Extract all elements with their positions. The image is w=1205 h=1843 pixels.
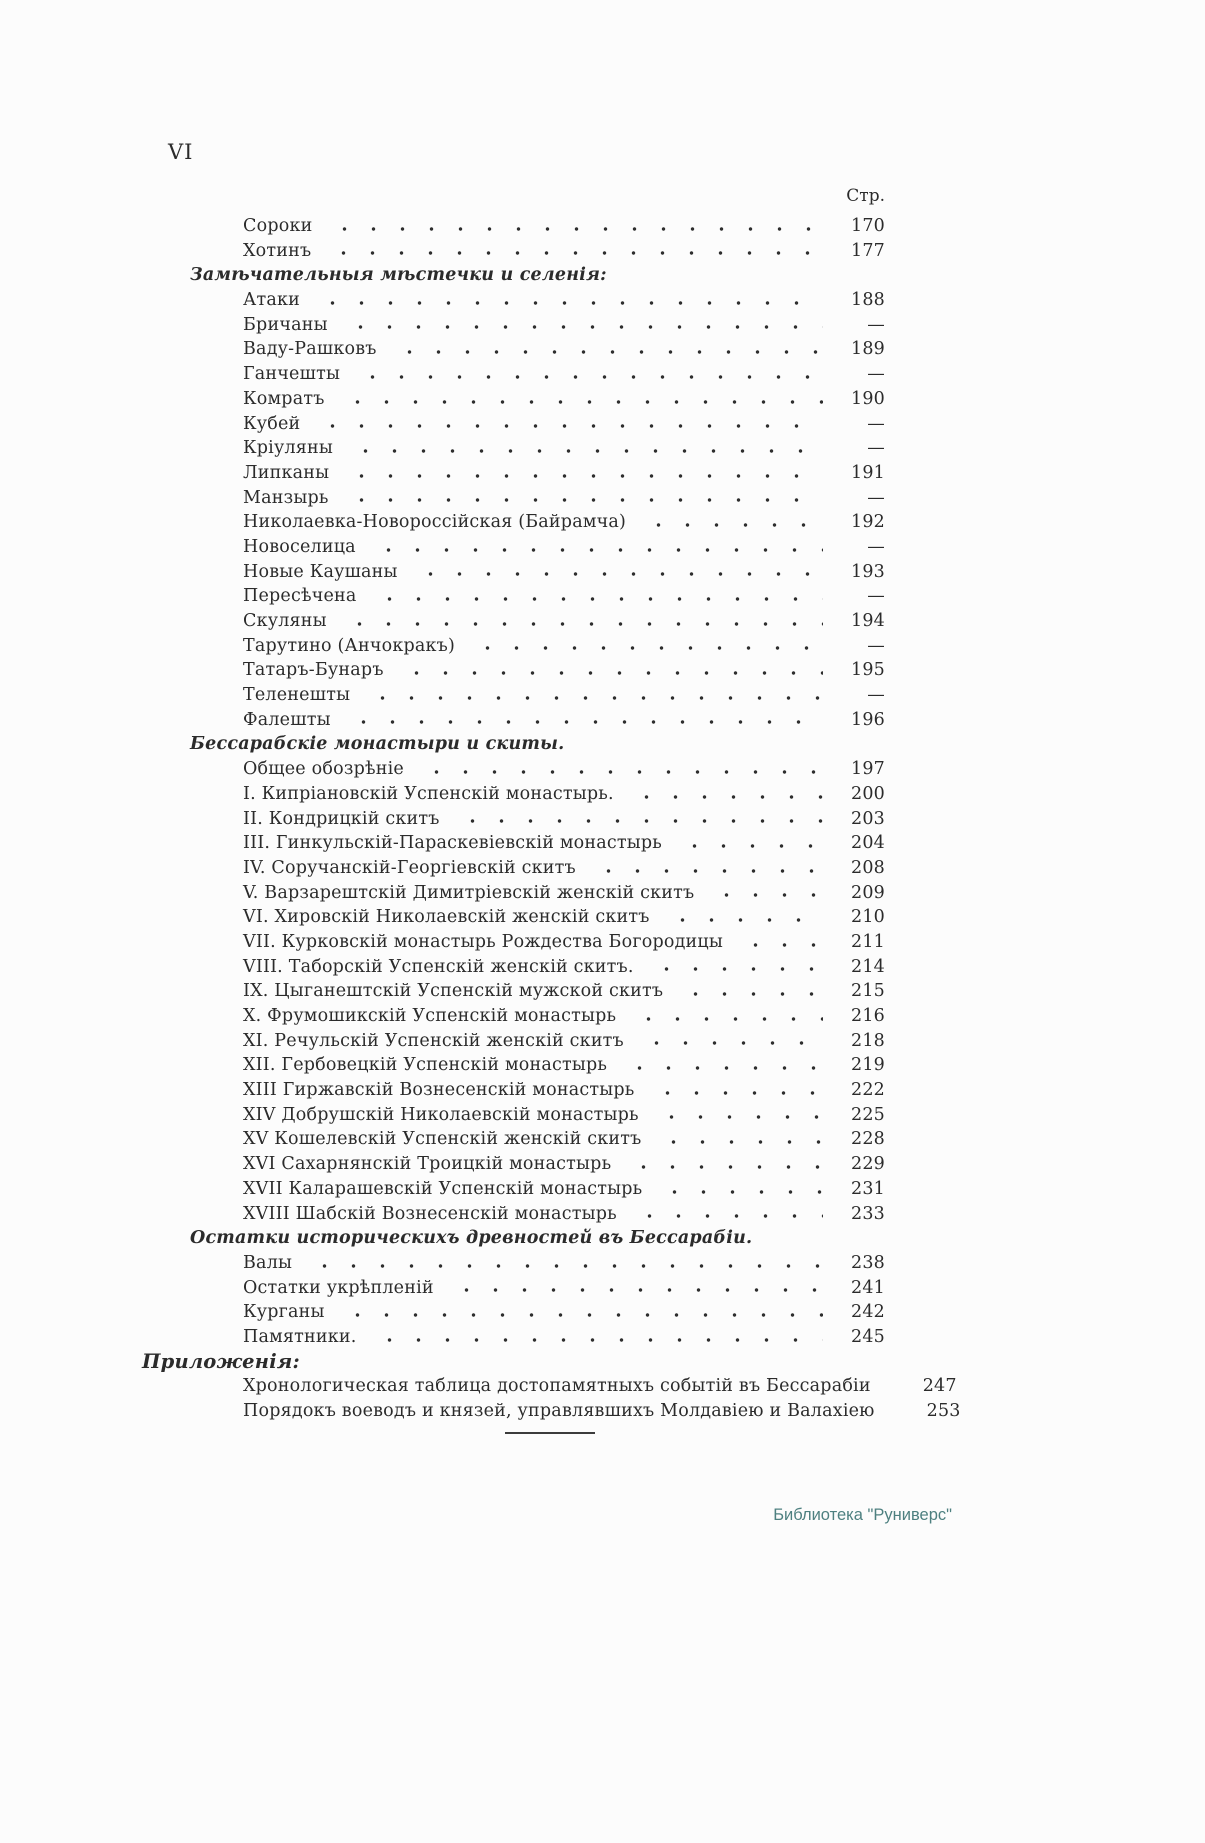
- toc-entry-label: XVIII Шабскій Вознесенскій монастырь: [243, 1203, 617, 1224]
- toc-entry-page: 214: [850, 956, 885, 977]
- toc-entry-page: 216: [850, 1006, 885, 1026]
- toc-entry-label: Татаръ-Бунаръ: [243, 660, 384, 681]
- dot-leader: [325, 239, 823, 264]
- toc-entry-page: 196: [850, 709, 885, 730]
- toc-entry-page: 195: [850, 660, 885, 681]
- dot-leader: [621, 1053, 823, 1078]
- toc-entry-page: —: [867, 586, 885, 607]
- dot-leader: [314, 288, 823, 313]
- toc-entry-page: 204: [850, 833, 885, 854]
- toc-entry-label: VII. Курковскій монастырь Рождества Богородицы: [243, 931, 723, 952]
- dot-leader: [676, 831, 823, 856]
- toc-entry-page: 215: [850, 981, 885, 1002]
- toc-entry-page: —: [867, 413, 885, 434]
- page-column-header: Стр.: [846, 186, 885, 206]
- dot-leader: [339, 1300, 823, 1325]
- toc-entry-page: 210: [850, 907, 885, 928]
- dot-leader: [326, 214, 823, 239]
- dot-leader: [354, 362, 823, 387]
- toc-entry: [140, 634, 885, 659]
- toc-entry-label: Замѣчательныя мѣстечки и селенія:: [190, 265, 607, 286]
- toc-entry-page: 242: [850, 1302, 885, 1323]
- toc-entry-page: 208: [850, 857, 885, 878]
- toc-entry-page: —: [867, 314, 885, 335]
- toc-entry-label: Фалешты: [243, 709, 331, 730]
- toc-section-header: [140, 1226, 885, 1251]
- toc-entry-page: 225: [850, 1104, 885, 1125]
- toc-entry-page: 222: [850, 1080, 885, 1101]
- dot-leader: [345, 708, 823, 733]
- dot-leader: [347, 436, 823, 461]
- dot-leader: [306, 1251, 823, 1276]
- dot-leader: [371, 1325, 823, 1350]
- dot-leader: [889, 1399, 899, 1424]
- toc-entry-page: 189: [850, 339, 885, 360]
- toc-entry-page: 219: [850, 1055, 885, 1076]
- toc-entry: [140, 881, 885, 906]
- toc-entry: [140, 1152, 885, 1177]
- toc-entry-label: XVI Сахарнянскій Троицкій монастырь: [243, 1154, 612, 1175]
- toc-entry: [140, 807, 885, 832]
- toc-entry-page: 228: [850, 1129, 885, 1150]
- toc-entry-page: 188: [850, 290, 885, 311]
- toc-entry-label: X. Фрумошикскій Успенскій монастырь: [243, 1006, 617, 1026]
- toc-entry-label: Тарутино (Анчокракъ): [243, 635, 456, 656]
- dot-leader: [339, 387, 823, 412]
- toc-entry: [140, 905, 885, 930]
- toc-entry-page: 192: [850, 512, 885, 533]
- toc-entry: [140, 609, 885, 634]
- dot-leader: [655, 1127, 823, 1152]
- dot-leader: [364, 683, 823, 708]
- toc-entry-label: Хронологическая таблица достопамятныхъ событій въ Бессарабіи: [243, 1376, 871, 1397]
- toc-entry-page: 193: [850, 561, 885, 582]
- toc-entry: [140, 461, 885, 486]
- toc-entry-page: —: [867, 536, 885, 557]
- toc-entry-label: Памятники.: [243, 1326, 357, 1347]
- toc-entry-label: V. Варзарештскій Димитріевскій женскій скитъ: [243, 882, 695, 903]
- dot-leader: [342, 313, 823, 338]
- toc-entry-label: VIII. Таборскій Успенскій женскій скитъ.: [243, 956, 634, 977]
- toc-entry-page: —: [867, 487, 885, 508]
- toc-entry-page: 233: [850, 1203, 885, 1224]
- toc-entry: [140, 214, 885, 239]
- toc-entry-label: Бричаны: [243, 314, 328, 335]
- toc-entry-label: Остатки историческихъ древностей въ Бессарабіи.: [190, 1228, 753, 1249]
- toc-entry-page: 209: [850, 882, 885, 903]
- toc-entry: [140, 1325, 885, 1350]
- toc-entry: [140, 510, 885, 535]
- folio-number: VI: [168, 140, 194, 164]
- toc-entry-label: XIV Добрушскій Николаевскій монастырь: [243, 1104, 639, 1125]
- dot-leader: [631, 1202, 823, 1227]
- toc-section-header: [140, 1350, 885, 1375]
- dot-leader: [314, 412, 823, 437]
- toc-entry: [140, 1374, 957, 1399]
- dot-leader: [628, 782, 823, 807]
- toc-entry: [140, 979, 885, 1004]
- dot-leader: [412, 560, 823, 585]
- toc-entry-label: Остатки укрѣпленій: [243, 1277, 434, 1298]
- toc-entry-label: IV. Соручанскій-Георгіевскій скитъ: [243, 857, 576, 878]
- toc-entry-page: —: [867, 685, 885, 706]
- toc-entry-page: 203: [850, 808, 885, 829]
- toc-entry-label: Ганчешты: [243, 364, 341, 385]
- toc-entry: [140, 955, 885, 980]
- dot-leader: [371, 584, 823, 609]
- toc-entry: [140, 436, 885, 461]
- toc-entry-page: —: [867, 364, 885, 385]
- toc-entry-label: II. Кондрицкій скитъ: [243, 808, 440, 829]
- dot-leader: [590, 856, 823, 881]
- toc-entry-label: Николаевка-Новороссійская (Байрамча): [243, 512, 627, 533]
- toc-entry-page: 218: [850, 1030, 885, 1051]
- toc-entry: [140, 1103, 885, 1128]
- toc-entry: [140, 387, 885, 412]
- toc-entry-label: Хотинъ: [243, 240, 312, 261]
- toc-entry: [140, 757, 885, 782]
- dot-leader: [398, 658, 823, 683]
- dot-leader: [341, 609, 823, 634]
- toc-entry: [140, 584, 885, 609]
- dot-leader: [370, 535, 823, 560]
- toc-entry-page: 253: [926, 1401, 961, 1421]
- toc-entry: [140, 930, 885, 955]
- dot-leader: [630, 1004, 823, 1029]
- dot-leader: [640, 510, 823, 535]
- toc-entry: [140, 1399, 961, 1424]
- toc-entry-page: 170: [850, 216, 885, 236]
- toc-section-header: [140, 263, 885, 288]
- dot-leader: [885, 1374, 895, 1399]
- toc-entry-page: 190: [850, 388, 885, 409]
- dot-leader: [737, 930, 823, 955]
- dot-leader: [648, 955, 823, 980]
- toc-entry-label: XI. Речульскій Успенскій женскій скитъ: [243, 1030, 624, 1051]
- toc-entry-label: Курганы: [243, 1302, 325, 1323]
- table-of-contents: [140, 214, 961, 1424]
- toc-entry-label: IX. Цыганештскій Успенскій мужской скитъ: [243, 981, 664, 1002]
- toc-entry: [140, 288, 885, 313]
- toc-entry-page: 177: [850, 240, 885, 261]
- dot-leader: [469, 634, 823, 659]
- toc-entry-label: Манзырь: [243, 487, 329, 508]
- toc-entry: [140, 337, 885, 362]
- toc-entry-label: Бессарабскіе монастыри и скиты.: [190, 734, 565, 755]
- toc-entry: [140, 782, 885, 807]
- toc-entry: [140, 535, 885, 560]
- toc-entry-page: 238: [850, 1252, 885, 1273]
- toc-entry: [140, 1177, 885, 1202]
- toc-entry-label: I. Кипріановскій Успенскій монастырь.: [243, 783, 614, 804]
- toc-entry: [140, 560, 885, 585]
- dot-leader: [649, 1078, 824, 1103]
- dot-leader: [454, 807, 823, 832]
- dot-leader: [343, 461, 823, 486]
- toc-entry-page: —: [867, 438, 885, 459]
- toc-entry-page: 194: [850, 611, 885, 631]
- end-of-contents-rule: [505, 1432, 595, 1434]
- toc-entry-label: Скуляны: [243, 611, 327, 631]
- toc-entry-page: 200: [850, 783, 885, 804]
- toc-entry: [140, 1127, 885, 1152]
- toc-entry-page: 211: [850, 931, 885, 952]
- toc-entry-label: Ваду-Рашковъ: [243, 339, 377, 360]
- toc-entry-label: XV Кошелевскій Успенскій женскій скитъ: [243, 1129, 642, 1150]
- toc-entry-page: 241: [850, 1277, 885, 1298]
- toc-entry-label: Новые Каушаны: [243, 561, 398, 582]
- dot-leader: [653, 1103, 823, 1128]
- toc-entry-label: XVII Каларашевскій Успенскій монастырь: [243, 1178, 643, 1199]
- dot-leader: [343, 486, 823, 511]
- dot-leader: [677, 979, 823, 1004]
- toc-entry: [140, 856, 885, 881]
- toc-entry: [140, 708, 885, 733]
- library-watermark: Библиотека "Руниверс": [773, 1506, 952, 1524]
- toc-entry: [140, 1276, 885, 1301]
- toc-entry-label: III. Гинкульскій-Параскевіевскій монастырь: [243, 833, 663, 854]
- toc-entry: [140, 658, 885, 683]
- toc-entry: [140, 412, 885, 437]
- toc-entry: [140, 486, 885, 511]
- dot-leader: [391, 337, 823, 362]
- toc-entry: [140, 362, 885, 387]
- toc-entry-page: 245: [850, 1326, 885, 1347]
- dot-leader: [664, 905, 823, 930]
- toc-entry: [140, 239, 885, 264]
- toc-entry: [140, 1202, 885, 1227]
- toc-entry-page: 191: [850, 462, 885, 483]
- toc-entry-label: Пересѣчена: [243, 586, 357, 607]
- toc-entry-label: Приложенія:: [142, 1349, 300, 1373]
- toc-entry-page: 197: [850, 759, 885, 780]
- toc-entry: [140, 1300, 885, 1325]
- dot-leader: [418, 757, 823, 782]
- dot-leader: [638, 1029, 823, 1054]
- dot-leader: [625, 1152, 823, 1177]
- toc-entry-page: 229: [850, 1154, 885, 1175]
- dot-leader: [708, 881, 823, 906]
- toc-entry: [140, 831, 885, 856]
- toc-entry-label: Кріуляны: [243, 438, 333, 459]
- toc-entry-label: Комратъ: [243, 388, 325, 409]
- toc-entry: [140, 313, 885, 338]
- toc-entry-label: XII. Гербовецкій Успенскій монастырь: [243, 1055, 608, 1076]
- toc-entry-page: 231: [850, 1178, 885, 1199]
- toc-entry-label: Теленешты: [243, 685, 351, 706]
- toc-entry: [140, 1029, 885, 1054]
- toc-entry-label: Новоселица: [243, 536, 356, 557]
- toc-entry: [140, 1251, 885, 1276]
- toc-entry: [140, 1053, 885, 1078]
- toc-entry-label: Липканы: [243, 462, 330, 483]
- toc-entry-label: Порядокъ воеводъ и князей, управлявшихъ Молдавіею и Валахіею: [243, 1401, 875, 1421]
- toc-entry-page: 247: [922, 1376, 957, 1397]
- toc-entry: [140, 1078, 885, 1103]
- dot-leader: [448, 1276, 823, 1301]
- toc-entry-label: Общее обозрѣніе: [243, 759, 404, 780]
- toc-entry-label: Валы: [243, 1252, 293, 1273]
- dot-leader: [656, 1177, 823, 1202]
- toc-entry-label: Сороки: [243, 216, 313, 236]
- toc-entry-page: —: [867, 635, 885, 656]
- toc-entry-label: VI. Хировскій Николаевскій женскій скитъ: [243, 907, 650, 928]
- toc-entry-label: XIII Гиржавскій Вознесенскій монастырь: [243, 1080, 635, 1101]
- toc-section-header: [140, 732, 885, 757]
- toc-entry-label: Кубей: [243, 413, 301, 434]
- toc-entry: [140, 1004, 885, 1029]
- toc-entry: [140, 683, 885, 708]
- toc-entry-label: Атаки: [243, 290, 300, 311]
